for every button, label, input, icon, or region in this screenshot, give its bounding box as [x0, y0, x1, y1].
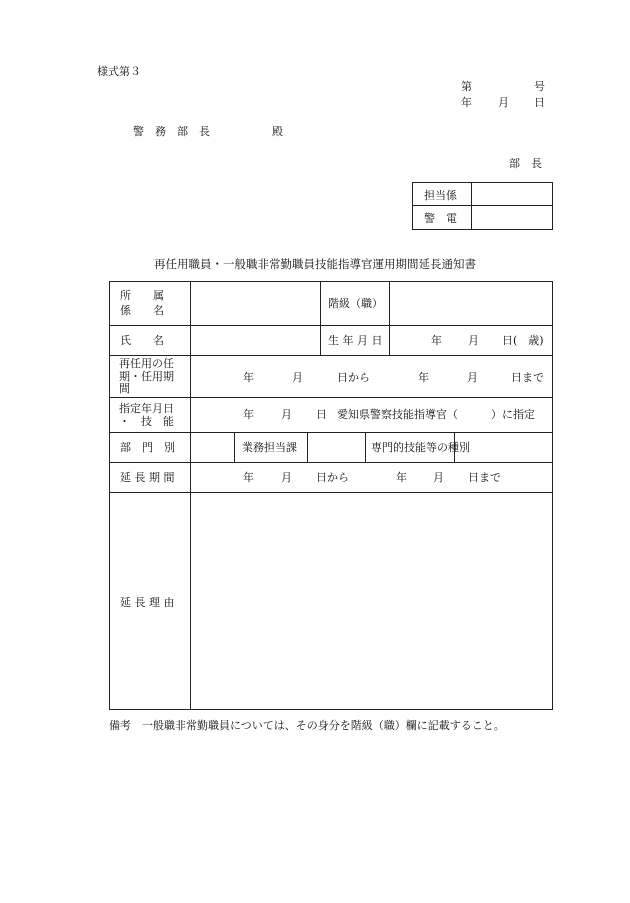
doc-no-prefix: 第 [461, 80, 472, 93]
affiliation-label: 所 属 [120, 289, 164, 302]
term-start-day: 日から [337, 371, 370, 384]
section-name-label: 係 名 [120, 304, 164, 317]
row-divider [109, 492, 552, 493]
dob-year: 年 [431, 334, 442, 347]
sender: 部 長 [509, 157, 542, 170]
reappointment-term-label-l2: 期・任用期 [119, 369, 174, 383]
contact-section-label: 担当係 [424, 189, 457, 202]
row-divider [109, 355, 552, 356]
dob-label: 生 年 月 日 [328, 334, 383, 347]
contact-box-divider [412, 205, 552, 206]
designation-text: 愛知県警察技能指導官（ ）に指定 [337, 408, 535, 421]
date-day: 日 [534, 96, 545, 109]
dob-month: 月 [468, 334, 479, 347]
skill-type-label: 専門的技能等の種別 [371, 441, 470, 454]
term-end-day: 日まで [511, 371, 544, 384]
extension-end-month: 月 [433, 471, 444, 484]
document-title: 再任用職員・一般職非常勤職員技能指導官運用期間延長通知書 [154, 257, 476, 271]
contact-box-col-divider [471, 182, 472, 229]
doc-no-suffix: 号 [534, 80, 545, 93]
extension-start-year: 年 [243, 471, 254, 484]
reappointment-term-label-l1: 再任用の任 [119, 357, 174, 370]
designation-month: 月 [281, 408, 292, 421]
reappointment-term-label-l3: 間 [119, 382, 130, 396]
row-divider [109, 397, 552, 398]
extension-end-year: 年 [396, 471, 407, 484]
designation-label-l1: 指定年月日 [119, 402, 174, 415]
term-end-month: 月 [467, 371, 478, 384]
designation-label [119, 403, 174, 428]
addressee-name: 警 務 部 長 [133, 125, 210, 138]
date-month: 月 [498, 96, 509, 109]
col-divider [320, 281, 321, 355]
extension-start-month: 月 [281, 471, 292, 484]
date-year: 年 [461, 96, 472, 109]
extension-start-day: 日から [316, 471, 349, 484]
duty-section-label: 業務担当課 [242, 441, 297, 454]
division-label: 部 門 別 [120, 441, 175, 454]
row-divider [109, 432, 552, 433]
extension-reason-label: 延 長 理 由 [120, 596, 175, 609]
col-divider [389, 281, 390, 355]
name-label: 氏 名 [120, 334, 164, 347]
reappointment-term-label [119, 358, 174, 396]
rank-label: 階級（職） [328, 297, 383, 310]
contact-phone-label: 警 電 [424, 212, 457, 225]
form-number: 様式第３ [97, 65, 141, 78]
remarks-note: 備考 一般職非常勤職員については、その身分を階級（職）欄に記載すること。 [109, 719, 505, 732]
term-start-year: 年 [243, 371, 254, 384]
label-column-divider [190, 281, 191, 709]
designation-day: 日 [316, 408, 327, 421]
col-divider [365, 432, 366, 462]
row-divider [109, 462, 552, 463]
extension-end-day: 日まで [468, 471, 501, 484]
row-divider [109, 325, 552, 326]
dob-day-age: 日( 歳) [502, 334, 544, 347]
term-end-year: 年 [418, 371, 429, 384]
addressee-honorific: 殿 [272, 125, 283, 138]
extension-period-label: 延 長 期 間 [120, 471, 175, 484]
term-start-month: 月 [292, 371, 303, 384]
designation-label-l2: ・ 技 能 [119, 414, 174, 428]
designation-year: 年 [243, 408, 254, 421]
col-divider [307, 432, 308, 462]
col-divider [234, 432, 235, 462]
